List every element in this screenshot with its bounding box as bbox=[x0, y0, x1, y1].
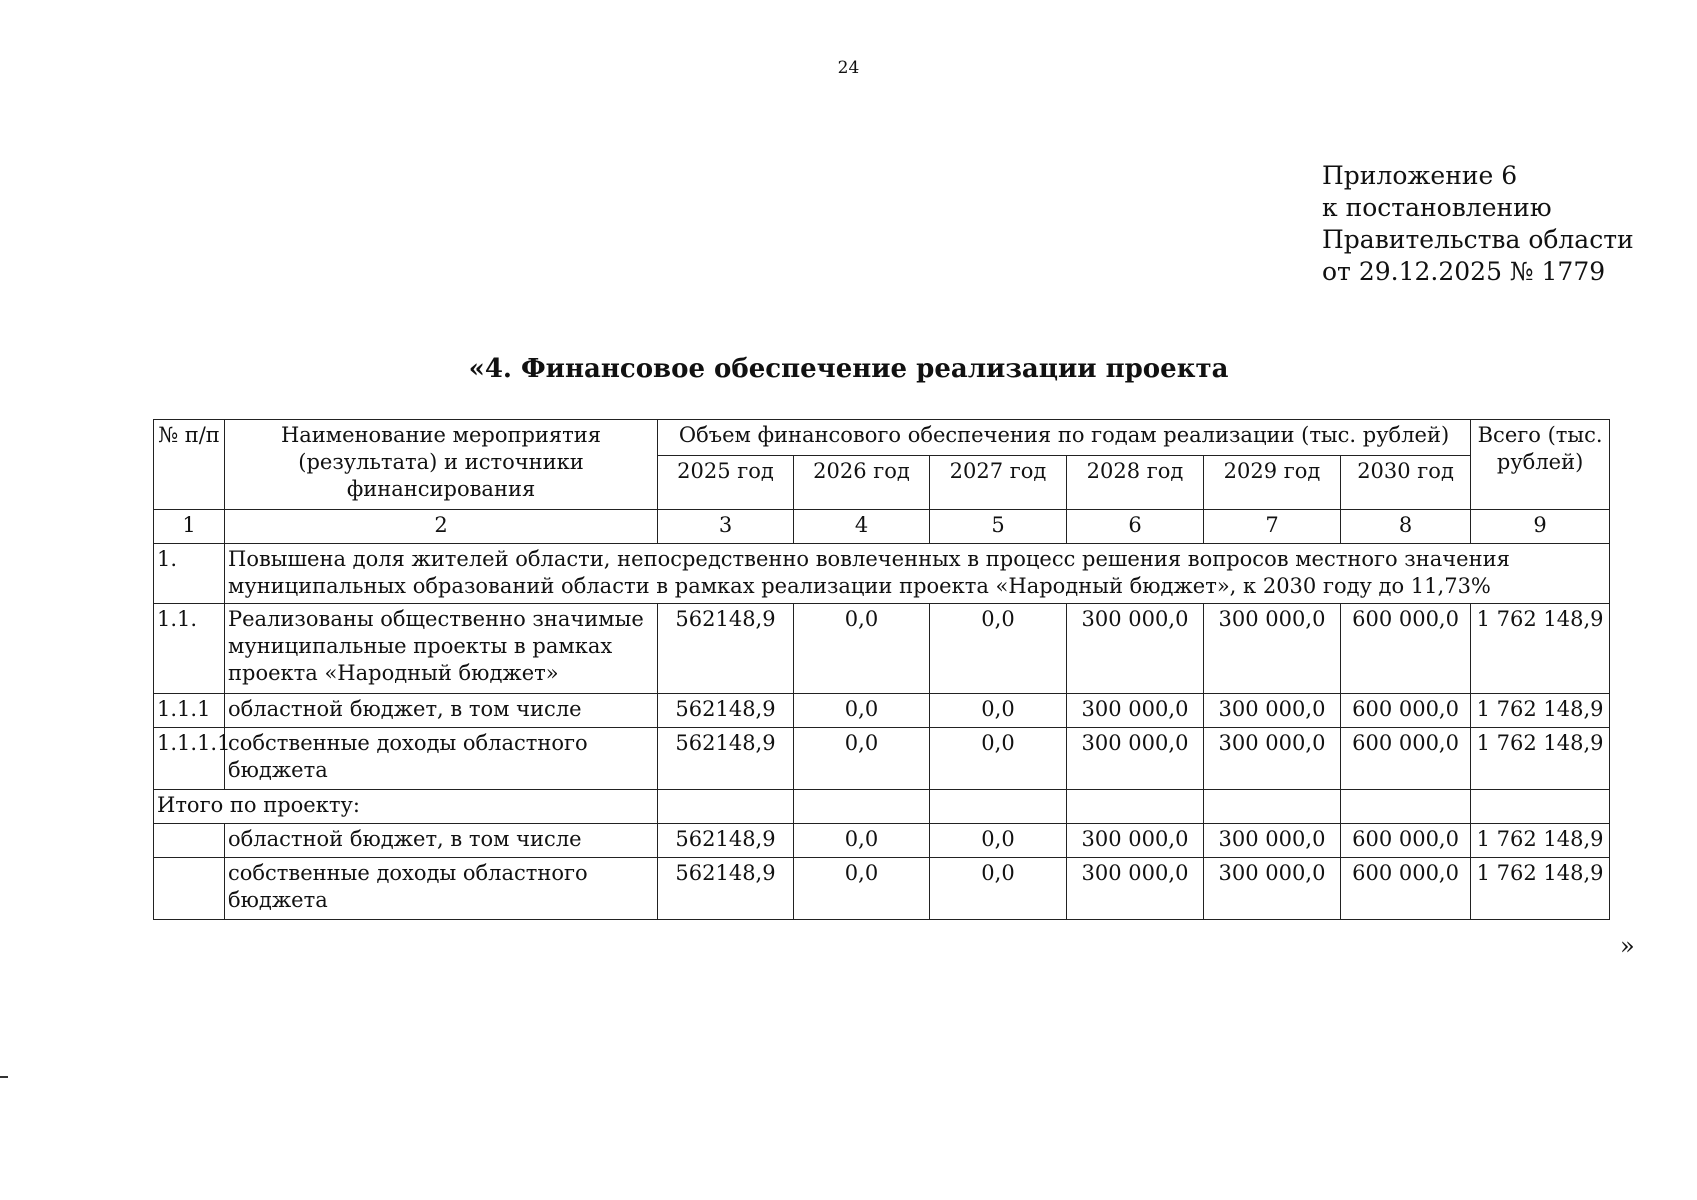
table-row bbox=[154, 694, 1610, 728]
row-total: 1 762 148,9 bbox=[1471, 604, 1610, 694]
row-value: 600 000,0 bbox=[1341, 858, 1471, 920]
row-value: 600 000,0 bbox=[1341, 728, 1471, 790]
header-num: № п/п bbox=[154, 420, 225, 510]
row-value: 0,0 bbox=[930, 694, 1067, 728]
header-name: Наименование мероприятия (результата) и источники финансирования bbox=[225, 420, 658, 510]
row-num bbox=[154, 824, 225, 858]
col-number: 4 bbox=[794, 510, 930, 544]
row-value: 0,0 bbox=[794, 858, 930, 920]
row-value: 0,0 bbox=[930, 824, 1067, 858]
row-value: 562148,9 bbox=[658, 728, 794, 790]
row-name: собственные доходы областного бюджета bbox=[225, 728, 658, 790]
table-row bbox=[154, 824, 1610, 858]
row-value: 300 000,0 bbox=[1204, 728, 1341, 790]
header-total: Всего (тыс. рублей) bbox=[1471, 420, 1610, 510]
appendix-line-2: к постановлению bbox=[1322, 193, 1552, 222]
header-year: 2025 год bbox=[658, 456, 794, 510]
row-value: 600 000,0 bbox=[1341, 694, 1471, 728]
row-value: 0,0 bbox=[794, 604, 930, 694]
appendix-line-1: Приложение 6 bbox=[1322, 161, 1518, 190]
row-total: 1 762 148,9 bbox=[1471, 694, 1610, 728]
row-value: 300 000,0 bbox=[1067, 604, 1204, 694]
empty-cell bbox=[1067, 790, 1204, 824]
empty-cell bbox=[1341, 790, 1471, 824]
row-value: 300 000,0 bbox=[1204, 824, 1341, 858]
row-name: областной бюджет, в том числе bbox=[225, 694, 658, 728]
empty-cell bbox=[1204, 790, 1341, 824]
row-name: областной бюджет, в том числе bbox=[225, 824, 658, 858]
header-year: 2029 год bbox=[1204, 456, 1341, 510]
table-row bbox=[154, 728, 1610, 790]
row-value: 300 000,0 bbox=[1067, 824, 1204, 858]
header-year: 2030 год bbox=[1341, 456, 1471, 510]
row-num: 1.1.1 bbox=[154, 694, 225, 728]
appendix-block bbox=[1322, 160, 1634, 288]
header-volume: Объем финансового обеспечения по годам реализации (тыс. рублей) bbox=[658, 420, 1471, 456]
row-value: 0,0 bbox=[794, 824, 930, 858]
table-row bbox=[154, 604, 1610, 694]
goal-num: 1. bbox=[154, 544, 225, 604]
col-number: 3 bbox=[658, 510, 794, 544]
row-value: 600 000,0 bbox=[1341, 604, 1471, 694]
row-value: 0,0 bbox=[930, 728, 1067, 790]
goal-text: Повышена доля жителей области, непосредственно вовлеченных в процесс решения вопросов местного значения муниципальных образований области в рамках реализации проекта «Народный бюджет», к 2030 году до 11,73% bbox=[225, 544, 1610, 604]
col-number: 1 bbox=[154, 510, 225, 544]
margin-dash bbox=[0, 1076, 8, 1078]
col-number: 8 bbox=[1341, 510, 1471, 544]
closing-quote: » bbox=[1620, 932, 1635, 960]
row-value: 0,0 bbox=[930, 604, 1067, 694]
financing-table bbox=[153, 419, 1610, 920]
row-value: 0,0 bbox=[930, 858, 1067, 920]
row-value: 300 000,0 bbox=[1204, 604, 1341, 694]
header-year: 2028 год bbox=[1067, 456, 1204, 510]
empty-cell bbox=[658, 790, 794, 824]
row-value: 300 000,0 bbox=[1067, 694, 1204, 728]
total-label: Итого по проекту: bbox=[154, 790, 658, 824]
row-value: 562148,9 bbox=[658, 824, 794, 858]
col-number: 9 bbox=[1471, 510, 1610, 544]
row-total: 1 762 148,9 bbox=[1471, 728, 1610, 790]
row-value: 300 000,0 bbox=[1067, 858, 1204, 920]
empty-cell bbox=[1471, 790, 1610, 824]
row-total: 1 762 148,9 bbox=[1471, 858, 1610, 920]
row-value: 300 000,0 bbox=[1067, 728, 1204, 790]
appendix-line-4: от 29.12.2025 № 1779 bbox=[1322, 257, 1606, 286]
row-value: 300 000,0 bbox=[1204, 694, 1341, 728]
col-number: 2 bbox=[225, 510, 658, 544]
column-number-row bbox=[154, 510, 1610, 544]
col-number: 5 bbox=[930, 510, 1067, 544]
row-value: 0,0 bbox=[794, 694, 930, 728]
row-value: 562148,9 bbox=[658, 604, 794, 694]
row-value: 562148,9 bbox=[658, 858, 794, 920]
row-value: 562148,9 bbox=[658, 694, 794, 728]
header-year: 2026 год bbox=[794, 456, 930, 510]
row-num: 1.1.1.1 bbox=[154, 728, 225, 790]
row-num: 1.1. bbox=[154, 604, 225, 694]
col-number: 7 bbox=[1204, 510, 1341, 544]
appendix-line-3: Правительства области bbox=[1322, 225, 1634, 254]
row-value: 600 000,0 bbox=[1341, 824, 1471, 858]
row-name: собственные доходы областного бюджета bbox=[225, 858, 658, 920]
header-year: 2027 год bbox=[930, 456, 1067, 510]
row-num bbox=[154, 858, 225, 920]
empty-cell bbox=[794, 790, 930, 824]
row-name: Реализованы общественно значимые муниципальные проекты в рамках проекта «Народный бюджет» bbox=[225, 604, 658, 694]
row-total: 1 762 148,9 bbox=[1471, 824, 1610, 858]
table-row bbox=[154, 858, 1610, 920]
header-row-1 bbox=[154, 420, 1610, 456]
empty-cell bbox=[930, 790, 1067, 824]
row-value: 0,0 bbox=[794, 728, 930, 790]
goal-row bbox=[154, 544, 1610, 604]
total-label-row bbox=[154, 790, 1610, 824]
page-number: 24 bbox=[837, 58, 860, 78]
col-number: 6 bbox=[1067, 510, 1204, 544]
section-title: «4. Финансовое обеспечение реализации проекта bbox=[468, 354, 1229, 384]
row-value: 300 000,0 bbox=[1204, 858, 1341, 920]
